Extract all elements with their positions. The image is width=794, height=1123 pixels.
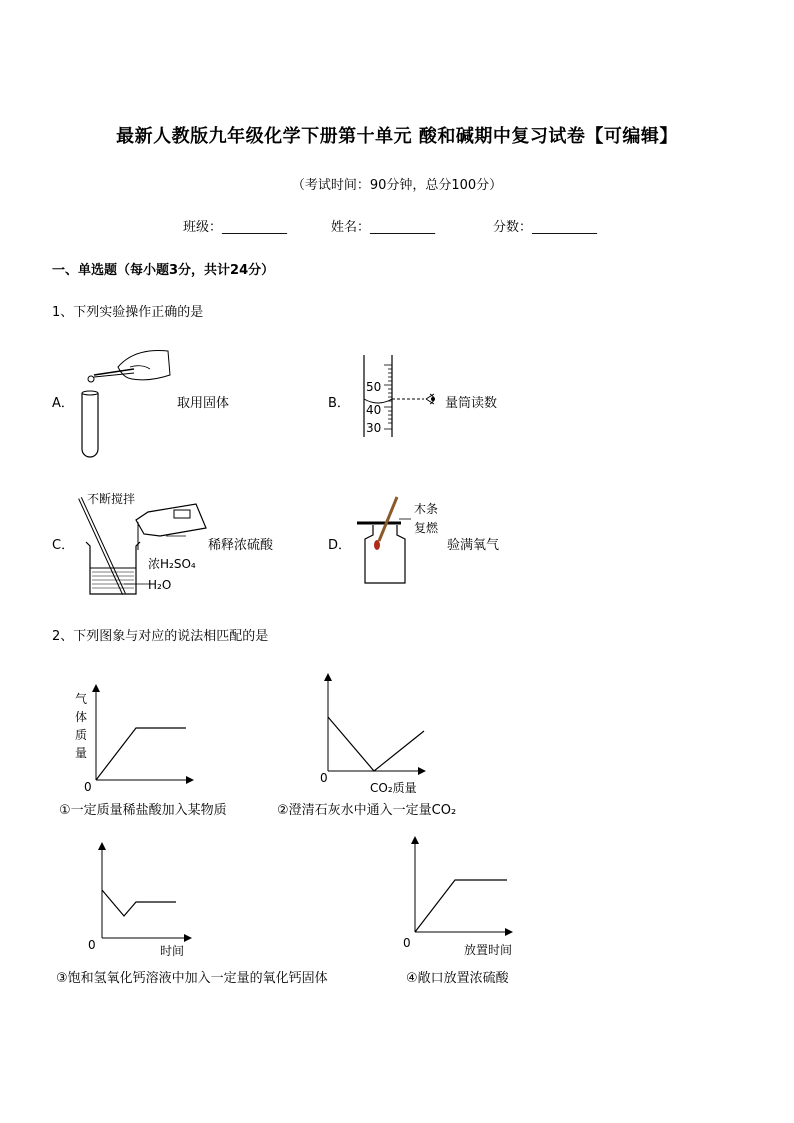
graph-1-caption: ①一定质量稀盐酸加入某物质 [59, 803, 227, 818]
test-tube-solid-illustration [78, 345, 178, 460]
graph-3-line [102, 890, 176, 916]
scale-40: 40 [366, 403, 382, 417]
graph-1-plot [94, 684, 204, 784]
graph-3-plot [98, 842, 198, 942]
score-field: 分数：__________ [493, 220, 598, 235]
graph-2-caption: ②澄清石灰水中通入一定量CO₂ [277, 803, 457, 818]
scale-30: 30 [366, 421, 382, 435]
exam-info: （考试时间：90分钟，总分100分） [291, 178, 503, 193]
option-b-caption: 量筒读数 [445, 396, 498, 411]
question-2-stem: 2、下列图象与对应的说法相匹配的是 [52, 629, 269, 644]
option-c-caption: 稀释浓硫酸 [208, 538, 274, 553]
graph-2-line [328, 717, 424, 771]
water-label: H₂O [148, 578, 172, 592]
graph-2-xlabel: CO₂质量 [370, 781, 417, 795]
graph-4-origin: 0 [403, 936, 411, 950]
option-d-letter: D． [328, 538, 352, 553]
class-field: 班级：__________ [183, 220, 288, 235]
acid-label: 浓H₂SO₄ [148, 557, 196, 571]
stick-label: 木条 [414, 502, 439, 516]
graph-4-xlabel: 放置时间 [464, 943, 513, 957]
option-b-letter: B． [328, 396, 350, 411]
oxygen-test-illustration [355, 495, 415, 587]
option-a-caption: 取用固体 [177, 396, 230, 411]
graph-2-origin: 0 [320, 771, 328, 785]
graph-4-line [415, 880, 507, 932]
section-heading: 一、单选题（每小题3分，共计24分） [52, 263, 275, 278]
graph-3-xlabel: 时间 [160, 944, 185, 958]
graph-1-line [96, 728, 186, 780]
option-d-caption: 验满氧气 [447, 538, 500, 553]
graph-4-caption: ④敞口放置浓硫酸 [406, 971, 509, 986]
scale-50: 50 [366, 380, 382, 394]
graph-3-caption: ③饱和氢氧化钙溶液中加入一定量的氧化钙固体 [56, 971, 328, 986]
graph-2-plot [324, 673, 434, 775]
page-title: 最新人教版九年级化学下册第十单元 酸和碱期中复习试卷【可编辑】 [116, 126, 678, 147]
stir-label: 不断搅拌 [87, 492, 136, 506]
graph-1-origin: 0 [84, 780, 92, 794]
relight-label: 复燃 [414, 521, 439, 535]
graph-1-ylabel: 气 体 质 量 [75, 692, 88, 760]
question-1-stem: 1、下列实验操作正确的是 [52, 305, 204, 320]
option-c-letter: C． [52, 538, 75, 553]
graph-3-origin: 0 [88, 938, 96, 952]
name-field: 姓名：__________ [331, 220, 436, 235]
option-a-letter: A． [52, 396, 74, 411]
graph-4-plot [411, 836, 521, 936]
